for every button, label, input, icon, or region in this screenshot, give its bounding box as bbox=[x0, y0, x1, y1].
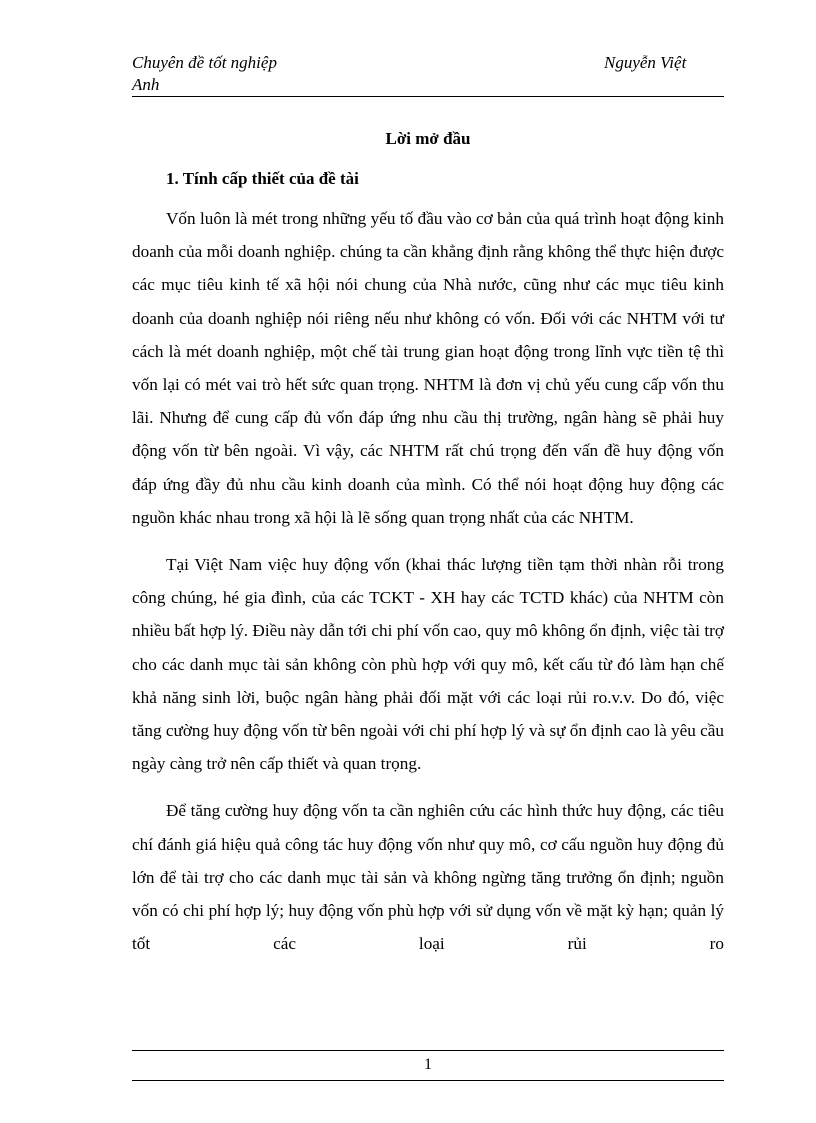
paragraph: Để tăng cường huy động vốn ta cần nghiên cứu các hình thức huy động, các tiêu chí đánh giá hiệu quả công tác huy động vốn như quy mô, cơ cấu nguồn huy động đủ lớn để tài trợ cho các danh mục tài sản và không ngừng tăng trưởng ổn định; nguồn vốn có chi phí hợp lý; huy động vốn phù hợp với sử dụng vốn về mặt kỳ hạn; quản lý tốt các loại rủi ro bbox=[132, 801, 724, 954]
body-text bbox=[132, 202, 724, 974]
header-left-text: Chuyên đề tốt nghiệp bbox=[132, 53, 277, 72]
page-header bbox=[132, 52, 724, 98]
footer-divider-bottom bbox=[132, 1080, 724, 1081]
footer-divider bbox=[132, 1050, 724, 1051]
paragraph: Vốn luôn là mét trong những yếu tố đầu vào cơ bản của quá trình hoạt động kinh doanh của mỗi doanh nghiệp. chúng ta cần khẳng định rằng không thể thực hiện được các mục tiêu kinh tế xã hội nói chung của Nhà nước, cũng như các mục tiêu kinh doanh của doanh nghiệp nói riêng nếu như không có vốn. Đối với các NHTM với tư cách là mét doanh nghiệp, một chế tài trung gian hoạt động trong lĩnh vực tiền tệ thì vốn lại có mét vai trò hết sức quan trọng. NHTM là đơn vị chủ yếu cung cấp vốn thu lãi. Nhưng để cung cấp đủ vốn đáp ứng nhu cầu thị trường, ngân hàng sẽ phải huy động vốn từ bên ngoài. Vì vậy, các NHTM rất chú trọng đến vấn đề huy động vốn đáp ứng đầy đủ nhu cầu kinh doanh của mình. Có thể nói hoạt động huy động các nguồn khác nhau trong xã hội là lẽ sống quan trọng nhất của các NHTM. bbox=[132, 209, 724, 527]
header-left-text-continued: Anh bbox=[132, 75, 160, 94]
header-document-type bbox=[132, 52, 332, 96]
page-title: Lời mở đầu bbox=[385, 129, 471, 148]
page-number: 1 bbox=[424, 1056, 432, 1073]
header-divider bbox=[132, 96, 724, 97]
paragraph: Tại Việt Nam việc huy động vốn (khai thác lượng tiền tạm thời nhàn rỗi trong công chúng, hé gia đình, của các TCKT - XH hay các TCTD khác) của NHTM còn nhiều bất hợp lý. Điều này dẫn tới chi phí vốn cao, quy mô không ổn định, việc tài trợ cho các danh mục tài sản không còn phù hợp với quy mô, kết cấu từ đó làm hạn chế khả năng sinh lời, buộc ngân hàng phải đối mặt với các loại rủi ro.v.v. Do đó, việc tăng cường huy động vốn từ bên ngoài với chi phí hợp lý và sự ổn định cao là yêu cầu ngày càng trở nên cấp thiết và quan trọng. bbox=[132, 555, 724, 774]
header-author: Nguyễn Việt bbox=[604, 53, 687, 72]
section-heading: 1. Tính cấp thiết của đề tài bbox=[166, 169, 359, 188]
